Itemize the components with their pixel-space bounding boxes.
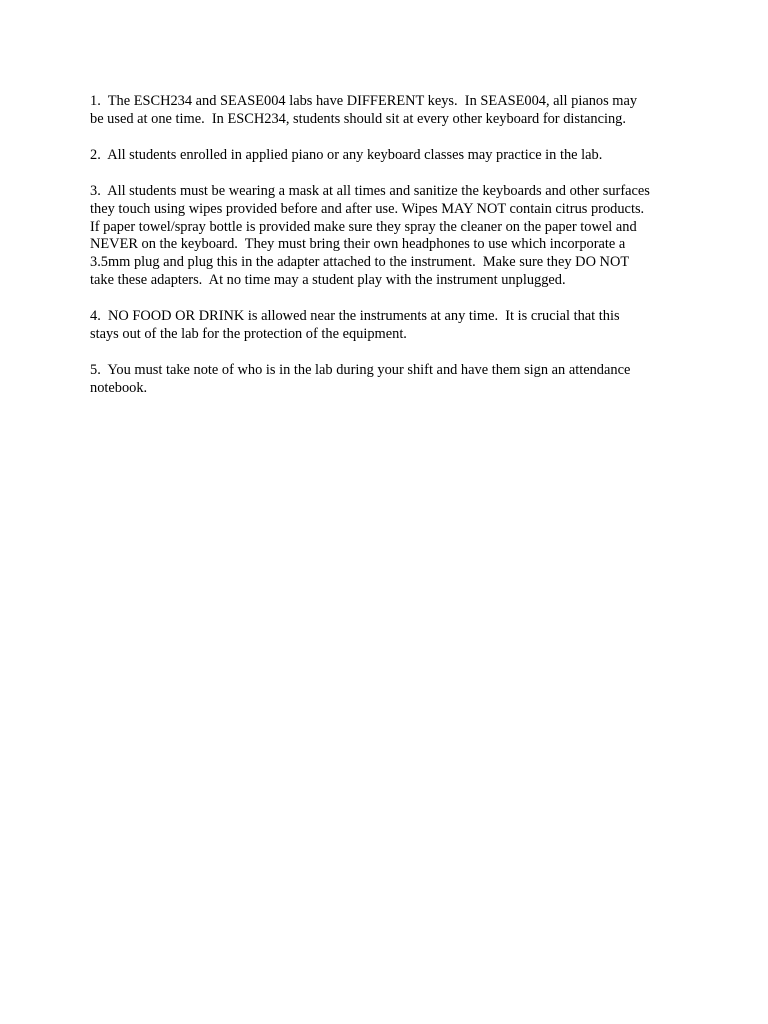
item-3-line-1: 3. All students must be wearing a mask at all times and sanitize the keyboards and other surfaces [90, 182, 650, 199]
item-2-line-1: 2. All students enrolled in applied piano or any keyboard classes may practice in the lab. [90, 146, 603, 163]
item-3-line-5: 3.5mm plug and plug this in the adapter attached to the instrument. Make sure they DO NOT [90, 254, 630, 271]
item-4-line-2: stays out of the lab for the protection of the equipment. [90, 326, 407, 343]
list-item-3 [90, 183, 685, 290]
item-3-line-6: take these adapters. At no time may a student play with the instrument unplugged. [90, 272, 566, 289]
list-item-1 [90, 93, 685, 129]
item-1-line-2: be used at one time. In ESCH234, students should sit at every other keyboard for distancing. [90, 110, 626, 127]
list-item-5 [90, 362, 685, 398]
item-3-line-4: NEVER on the keyboard. They must bring their own headphones to use which incorporate a [90, 236, 626, 253]
document-body [90, 93, 685, 416]
item-3-line-2: they touch using wipes provided before and after use. Wipes MAY NOT contain citrus products. [90, 200, 645, 217]
item-3-line-3: If paper towel/spray bottle is provided make sure they spray the cleaner on the paper towel and [90, 218, 637, 235]
item-5-line-2: notebook. [90, 379, 148, 396]
list-item-4 [90, 308, 685, 344]
item-5-line-1: 5. You must take note of who is in the lab during your shift and have them sign an attendance [90, 361, 631, 378]
item-1-line-1: 1. The ESCH234 and SEASE004 labs have DIFFERENT keys. In SEASE004, all pianos may [90, 93, 638, 109]
item-4-line-1: 4. NO FOOD OR DRINK is allowed near the instruments at any time. It is crucial that this [90, 308, 620, 325]
list-item-2 [90, 147, 685, 165]
